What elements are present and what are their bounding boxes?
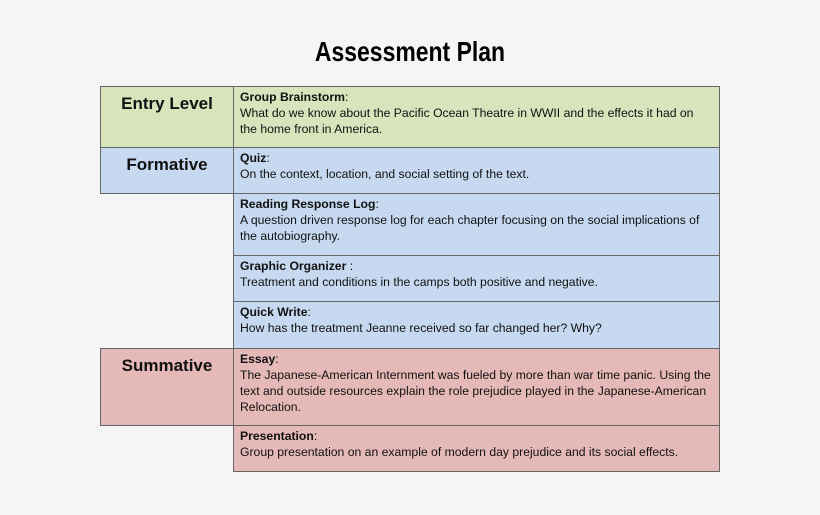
heading-suffix: : [375,197,379,211]
assessment-row [233,193,720,256]
assessment-heading: Quiz [240,151,267,165]
assessment-text: What do we know about the Pacific Ocean Theatre in WWII and the effects it had on the home front in America. [240,106,694,136]
assessment-heading: Presentation [240,429,314,443]
assessment-heading: Reading Response Log [240,197,376,211]
assessment-text: On the context, location, and social setting of the text. [240,167,530,181]
heading-suffix: : [275,352,279,366]
assessment-heading: Essay [240,352,276,366]
heading-suffix: : [266,151,270,165]
heading-suffix: : [344,90,349,104]
stage-formative [100,147,234,194]
stage-label: Formative [126,155,208,174]
assessment-row [233,86,720,148]
assessment-row [233,425,720,472]
stage-label: Entry Level [121,94,213,113]
assessment-row [233,147,720,194]
stage-summative [100,348,234,426]
stage-entry-level [100,86,234,148]
heading-suffix: : [307,305,311,319]
assessment-text: Group presentation on an example of modern day prejudice and its social effects. [240,445,679,459]
heading-suffix: : [313,429,318,443]
assessment-text: How has the treatment Jeanne received so far changed her? Why? [240,321,602,335]
assessment-text: Treatment and conditions in the camps both positive and negative. [240,275,598,289]
page-title: Assessment Plan [314,36,506,67]
heading-suffix: : [346,259,354,273]
assessment-heading: Group Brainstorm [240,90,345,104]
stage-label: Summative [121,356,213,375]
assessment-row [233,348,720,426]
assessment-text: A question driven response log for each chapter focusing on the social implications of the autobiography. [240,213,700,243]
assessment-text: The Japanese-American Internment was fueled by more than war time panic. Using the text and outside resources explain the role prejudice played in the Japanese-American Relocation. [240,368,711,414]
assessment-row [233,255,720,302]
assessment-heading: Quick Write [240,305,308,319]
assessment-heading: Graphic Organizer [240,259,347,273]
assessment-row [233,301,720,349]
